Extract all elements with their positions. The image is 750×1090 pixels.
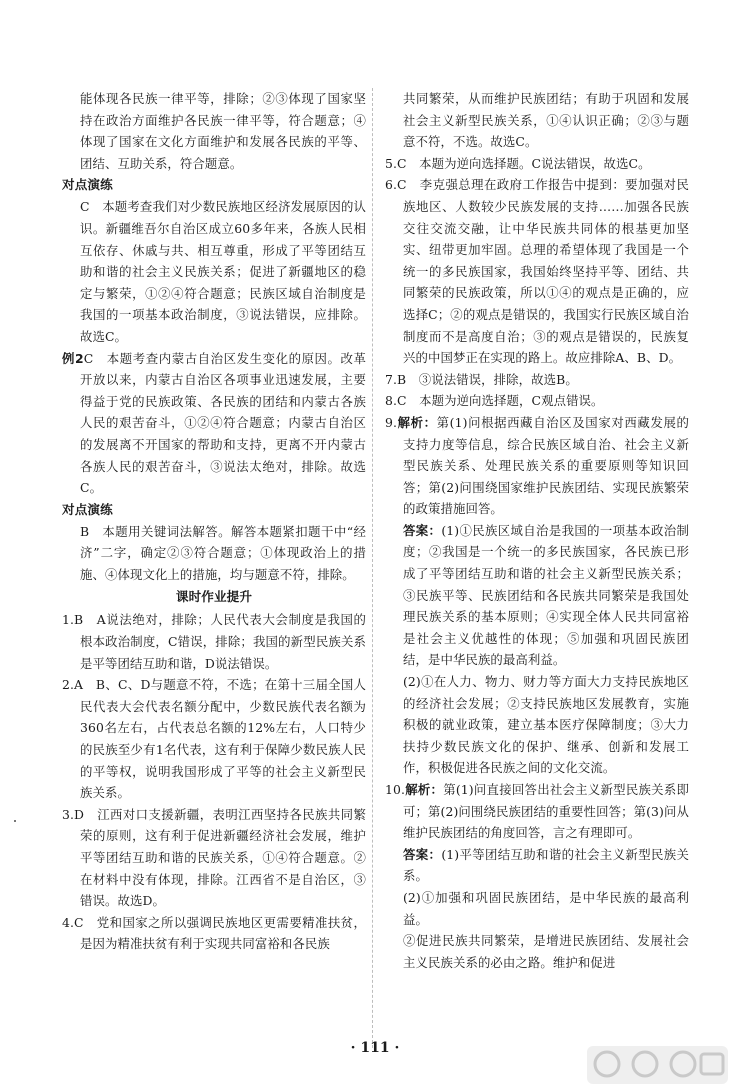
question-10-answer-1-text: (1)平等团结互助和谐的社会主义新型民族关系。	[403, 846, 689, 884]
question-10-analysis-text: 第(1)问直接回答出社会主义新型民族关系即可；第(2)问围绕民族团结的重要性回答；第(3)问从维护民族团结的角度回答，言之有理即可。	[403, 782, 689, 841]
margin-dot	[14, 820, 16, 822]
question-7-answer: 7.B ③说法错误，排除，故选B。	[385, 371, 578, 387]
question-5-answer: 5.C 本题为逆向选择题。C说法错误，故选C。	[385, 155, 651, 171]
question-10-analysis	[385, 779, 689, 844]
practice-1-answer: C 本题考查我们对少数民族地区经济发展原因的认识。新疆维吾尔自治区成立60多年来，各族人民相互依存、休戚与共、相互尊重，形成了平等团结互助和谐的社会主义民族关系；促进了新疆地区的稳定与繁荣，①②④符合题意；民族区域自治制度是我国的一项基本政治制度，③说法错误，应排除。故选C。	[80, 199, 366, 344]
question-10-answer-2: (2)①加强和巩固民族团结，是中华民族的最高利益。	[403, 889, 689, 927]
example-2-label: 例2	[62, 350, 84, 366]
right-column	[385, 88, 689, 973]
question-10-answer-label: 答案：	[403, 846, 442, 862]
question-9-answer-1	[385, 520, 689, 671]
watermark-logo-icon	[585, 1042, 730, 1086]
question-9-answer-2: (2)①在人力、物力、财力等方面大力支持民族地区的经济社会发展；②支持民族地区发展教育，实施积极的就业政策，建立基本医疗保障制度；③大力扶持少数民族文化的保护、继承、创新和发展工作，积极促进各民族之间的文化交流。	[403, 674, 689, 776]
question-6-answer: 6.C 李克强总理在政府工作报告中提到：要加强对民族地区、人数较少民族发展的支持……加强各民族交往交流交融，让中华民族共同体的根基更加坚实、纽带更加牢固。总理的希望体现了我国是一个统一的多民族国家，我国始终坚持平等、团结、共同繁荣的民族政策，所以①④的观点是正确的，应选择C；②的观点是错误的，我国实行民族区域自治制度而不是高度自治；③的观点是错误的，民族复兴的中国梦正在实现的路上。故应排除A、B、D。	[385, 177, 689, 366]
intro-paragraph: 能体现各民族一律平等，排除；②③体现了国家坚持在政治方面维护各民族一律平等，符合题意；④体现了国家在文化方面维护和发展各民族的平等、团结、互助关系，符合题意。	[80, 91, 366, 171]
question-9-number: 9.	[385, 414, 398, 430]
practice-2-answer: B 本题用关键词法解答。解答本题紧扣题干中“经济”二字，确定②③符合题意；①体现政治上的措施、④体现文化上的措施，均与题意不符，排除。	[80, 523, 366, 582]
question-10-number: 10.	[385, 782, 406, 797]
question-9-answer-label: 答案：	[403, 522, 442, 538]
question-10-answer-1	[385, 844, 689, 887]
question-4-continued: 共同繁荣，从而维护民族团结；有助于巩固和发展社会主义新型民族关系，①④认识正确；②③与题意不符，不选。故选C。	[403, 91, 689, 150]
question-10-analysis-label: 解析：	[405, 782, 444, 797]
question-9-analysis-text: 第(1)问根据西藏自治区及国家对西藏发展的支持力度等信息，综合民族区域自治、社会主义新型民族关系、处理民族关系的重要原则等知识回答；第(2)问围绕国家维护民族团结、实现民族繁荣的政策措施回答。	[403, 414, 689, 517]
section-heading-practice-1: 对点演练	[62, 177, 113, 193]
question-10-answer-3: ②促进民族共同繁荣，是增进民族团结、发展社会主义民族关系的必由之路。维护和促进	[403, 933, 689, 970]
question-9-analysis-label: 解析：	[397, 414, 437, 430]
question-9-analysis	[385, 412, 689, 520]
page-number: · 111 ·	[350, 1040, 400, 1056]
question-3-answer: 3.D 江西对口支援新疆，表明江西坚持各民族共同繁荣的原则，这有利于促进新疆经济社会发展，维护平等团结互助和谐的民族关系，①④符合题意。②在材料中没有体现，排除。江西省不是自治区，③错误。故选D。	[62, 806, 366, 909]
question-1-answer: 1.B A说法绝对，排除；人民代表大会制度是我国的根本政治制度，C错误，排除；我国的新型民族关系是平等团结互助和谐，D说法错误。	[62, 612, 366, 671]
question-4-answer: 4.C 党和国家之所以强调民族地区更需要精准扶贫，是因为精准扶贫有利于实现共同富裕和各民族	[62, 914, 366, 952]
left-column	[62, 88, 366, 955]
question-2-answer: 2.A B、C、D与题意不符，不选；在第十三届全国人民代表大会代表名额分配中，少数民族代表名额为360名左右，占代表总名额的12%左右，人口特少的民族至少有1名代表，这有利于保障少数民族人民的平等权，说明我国形成了平等的社会主义新型民族关系。	[62, 677, 366, 801]
section-heading-practice-2: 对点演练	[62, 501, 113, 517]
question-9-answer-1-text: (1)①民族区域自治是我国的一项基本政治制度；②我国是一个统一的多民族国家，各民族已形成了平等团结互助和谐的社会主义新型民族关系；③民族平等、民族团结和各民族共同繁荣是我国处理民族关系的基本原则；④实现全体人民共同富裕是社会主义优越性的体现；⑤加强和巩固民族团结，是中华民族的最高利益。	[403, 522, 689, 668]
example-2-answer	[62, 348, 366, 499]
section-heading-homework: 课时作业提升	[175, 589, 253, 605]
example-2-text: C 本题考查内蒙古自治区发生变化的原因。改革开放以来，内蒙古自治区各项事业迅速发展，主要得益于党的民族政策、各民族的团结和内蒙古各族人民的艰苦奋斗，①②④符合题意；内蒙古自治区的发展离不开国家的帮助和支持，更离不开内蒙古各族人民的艰苦奋斗，③说法太绝对，排除。故选C。	[80, 350, 366, 496]
question-8-answer: 8.C 本题为逆向选择题，C观点错误。	[385, 393, 604, 409]
column-divider	[372, 88, 373, 1048]
